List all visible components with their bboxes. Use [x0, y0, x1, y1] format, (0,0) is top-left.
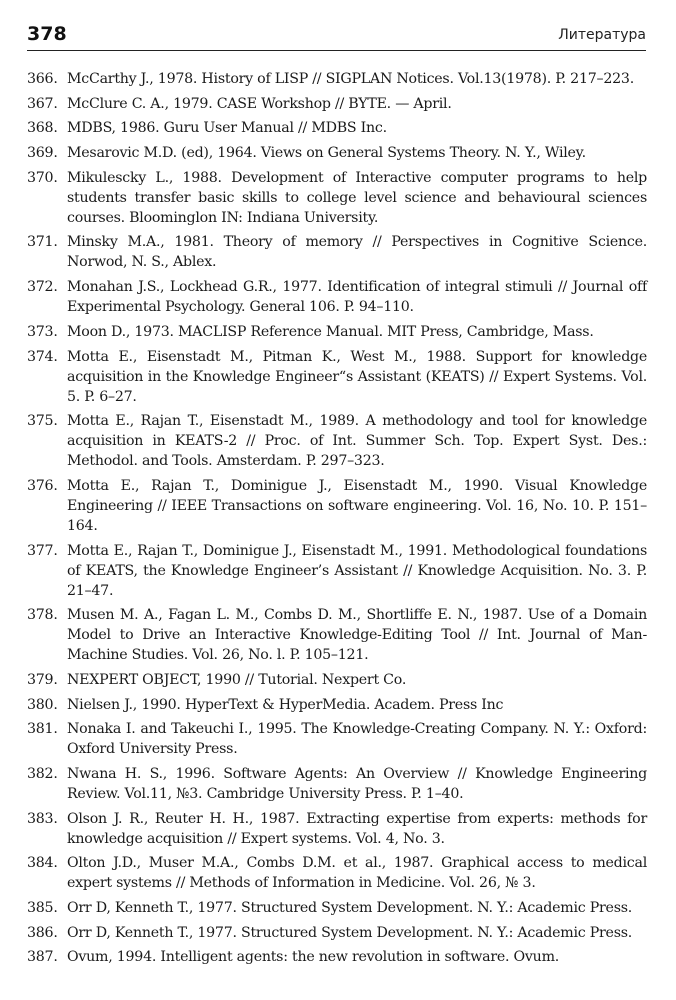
reference-text: Olson J. R., Reuter H. H., 1987. Extracting expertise from experts: methods for knowledge acquisition // Expert systems. Vol. 4, No. 3. — [67, 810, 647, 847]
reference-entry — [27, 719, 647, 759]
reference-number: 378. — [27, 607, 58, 624]
reference-entry — [27, 541, 647, 601]
reference-text: Motta E., Rajan T., Dominigue J., Eisenstadt M., 1991. Methodological foundations of KEATS, the Knowledge Engineer’s Assistant // Knowledge Acquisition. No. 3. P. 21–47. — [67, 542, 647, 599]
reference-text: Ovum, 1994. Intelligent agents: the new revolution in software. Ovum. — [67, 949, 560, 966]
reference-number: 368. — [27, 120, 58, 137]
reference-entry — [27, 853, 647, 893]
reference-list — [27, 69, 647, 972]
reference-entry — [27, 168, 647, 228]
reference-entry — [27, 670, 647, 690]
reference-entry — [27, 476, 647, 536]
reference-entry — [27, 809, 647, 849]
reference-entry — [27, 94, 647, 114]
reference-number: 380. — [27, 696, 58, 713]
reference-text: Motta E., Eisenstadt M., Pitman K., West M., 1988. Support for knowledge acquisition in the Knowledge Engineer“s Assistant (KEATS) // Expert Systems. Vol. 5. P. 6–27. — [67, 348, 647, 405]
reference-entry — [27, 947, 647, 967]
reference-number: 367. — [27, 95, 58, 112]
reference-entry — [27, 118, 647, 138]
reference-number: 372. — [27, 279, 58, 296]
reference-text: Nonaka I. and Takeuchi I., 1995. The Knowledge-Creating Company. N. Y.: Oxford: Oxford University Press. — [67, 721, 647, 758]
reference-entry — [27, 69, 647, 89]
reference-number: 383. — [27, 810, 58, 827]
reference-number: 370. — [27, 169, 58, 186]
running-title: Литература — [558, 27, 646, 43]
page-header — [27, 22, 646, 51]
reference-number: 366. — [27, 71, 58, 87]
reference-entry — [27, 322, 647, 342]
reference-text: Orr D, Kenneth T., 1977. Structured System Development. N. Y.: Academic Press. — [67, 924, 633, 941]
reference-number: 371. — [27, 234, 58, 251]
reference-entry — [27, 695, 647, 715]
reference-text: Monahan J.S., Lockhead G.R., 1977. Identification of integral stimuli // Journal off Experimental Psychology. General 106. P. 94–110. — [67, 279, 647, 316]
reference-number: 382. — [27, 766, 58, 782]
reference-number: 384. — [27, 855, 58, 872]
reference-number: 377. — [27, 542, 58, 559]
reference-entry — [27, 411, 647, 471]
reference-number: 374. — [27, 348, 58, 365]
reference-text: NEXPERT OBJECT, 1990 // Tutorial. Nexpert Co. — [67, 671, 407, 688]
reference-number: 369. — [27, 145, 58, 162]
reference-number: 379. — [27, 671, 58, 688]
reference-text: Moon D., 1973. MACLISP Reference Manual. MIT Press, Cambridge, Mass. — [67, 323, 594, 340]
reference-text: Nwana H. S., 1996. Software Agents: An Overview // Knowledge Engineering Review. Vol.11, №3. Cambridge University Press. P. 1–40. — [67, 766, 647, 802]
reference-entry — [27, 764, 647, 804]
reference-entry — [27, 898, 647, 918]
reference-text: Mikulescky L., 1988. Development of Interactive computer programs to help students transfer basic skills to college level science and behavioural sciences courses. Bloominglon IN: Indiana University. — [67, 169, 647, 226]
reference-entry — [27, 923, 647, 943]
reference-entry — [27, 605, 647, 665]
reference-text: Motta E., Rajan T., Eisenstadt M., 1989. A methodology and tool for knowledge acquisition in KEATS-2 // Proc. of Int. Summer Sch. Top. Expert Syst. Des.: Methodol. and Tools. Amsterdam. P. 297–323. — [67, 413, 647, 470]
reference-number: 387. — [27, 949, 58, 966]
reference-text: Orr D, Kenneth T., 1977. Structured System Development. N. Y.: Academic Press. — [67, 900, 633, 917]
reference-text: Olton J.D., Muser M.A., Combs D.M. et al., 1987. Graphical access to medical expert systems // Methods of Information in Medicine. Vol. 26, № 3. — [67, 855, 647, 892]
reference-number: 375. — [27, 413, 58, 430]
reference-entry — [27, 232, 647, 272]
reference-text: Nielsen J., 1990. HyperText & HyperMedia. Academ. Press Inc — [67, 696, 504, 713]
reference-text: McCarthy J., 1978. History of LISP // SIGPLAN Notices. Vol.13(1978). P. 217–223. — [67, 71, 634, 87]
reference-number: 386. — [27, 924, 58, 941]
reference-entry — [27, 347, 647, 407]
reference-entry — [27, 143, 647, 163]
reference-text: Motta E., Rajan T., Dominigue J., Eisenstadt M., 1990. Visual Knowledge Engineering // IEEE Transactions on software engineering. Vol. 16, No. 10. P. 151–164. — [67, 477, 647, 534]
reference-number: 381. — [27, 721, 58, 738]
reference-entry — [27, 277, 647, 317]
reference-number: 385. — [27, 900, 58, 917]
reference-number: 373. — [27, 323, 58, 340]
reference-text: Mesarovic M.D. (ed), 1964. Views on General Systems Theory. N. Y., Wiley. — [67, 145, 586, 162]
reference-text: MDBS, 1986. Guru User Manual // MDBS Inc. — [67, 120, 387, 137]
reference-number: 376. — [27, 477, 58, 494]
reference-text: Musen M. A., Fagan L. M., Combs D. M., Shortliffe E. N., 1987. Use of a Domain Model to Drive an Interactive Knowledge-Editing Tool // Int. Journal of Man-Machine Studies. Vol. 26, No. l. P. 105–121. — [67, 607, 647, 664]
reference-text: Minsky M.A., 1981. Theory of memory // Perspectives in Cognitive Science. Norwod, N. S., Ablex. — [67, 234, 647, 271]
reference-text: McClure C. A., 1979. CASE Workshop // BYTE. — April. — [67, 95, 452, 112]
page-number: 378 — [27, 23, 67, 45]
